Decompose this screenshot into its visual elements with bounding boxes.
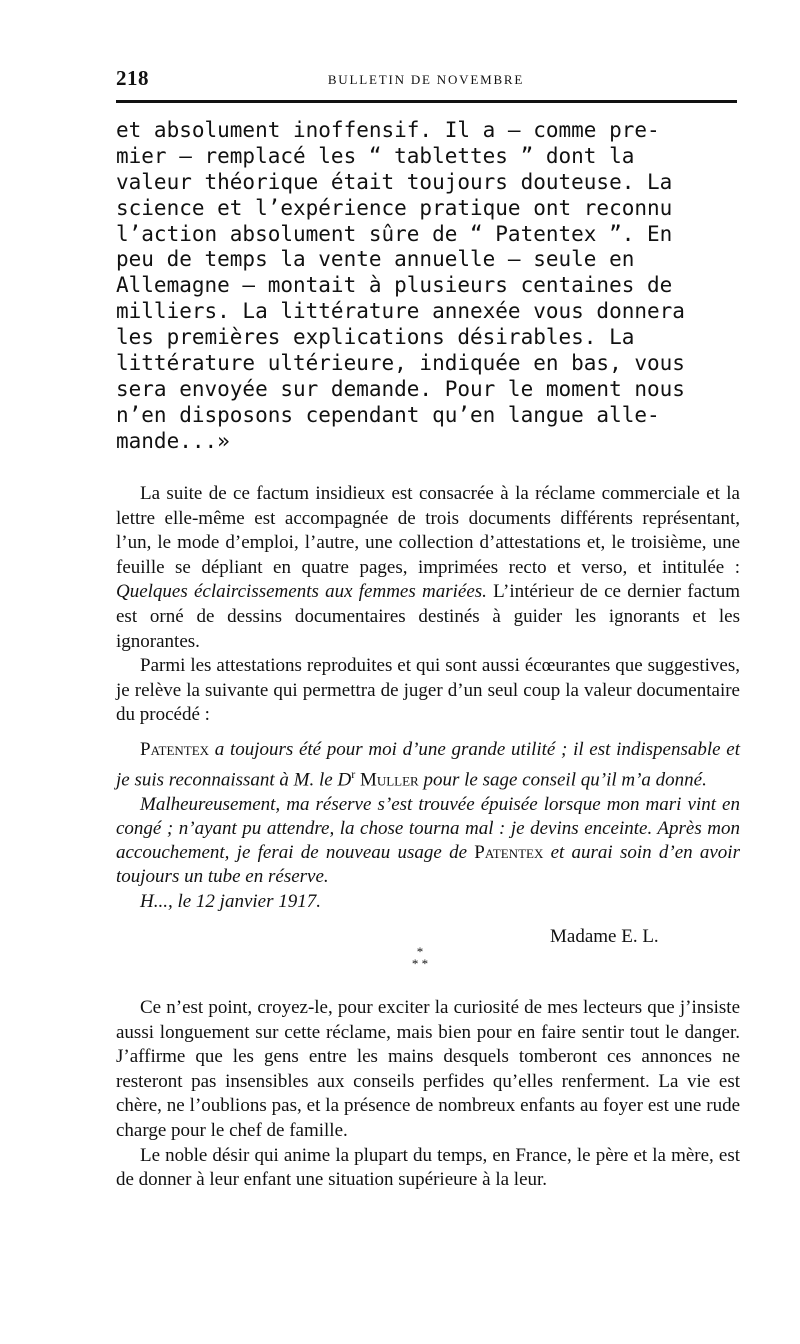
paragraph-noble-desire: Le noble désir qui anime la plupart du temps, en France, le père et la mère, est de donner à leur enfant une situation supérieure à la leur. bbox=[116, 1144, 740, 1191]
page-number: 218 bbox=[116, 66, 149, 90]
paragraph-danger: Ce n’est point, croyez-le, pour exciter la curiosité de mes lecteurs que j’insiste aussi longuement sur cette réclame, mais bien pour en faire sentir tout le danger. J’affirme que les gens entre les mains desquels tomberont ces annonces ne resteront pas insensibles aux conseils perfides qu’elles renferment. La vie est chère, ne l’oublions pas, et la présence de nombreux enfants au foyer est une rude charge pour le chef de famille. bbox=[116, 997, 740, 1141]
attestation-text: et aurai soin d’en avoir toujours un tube en réserve. bbox=[116, 842, 740, 888]
doctor-abbrev: r bbox=[351, 767, 356, 782]
page-header bbox=[116, 66, 736, 96]
brochure-title: Quelques éclaircissements aux femmes mariées. bbox=[116, 581, 487, 603]
attestation-paragraph bbox=[116, 793, 740, 890]
attestation-text: Malheureusement, ma réserve s’est trouvée épuisée lorsque mon mari vint en congé ; n’ayant pu attendre, la chose tourna mal : je devins enceinte. Après mon accouchement, je ferai de nouveau usage de bbox=[116, 793, 740, 864]
letter-line: sera envoyée sur demande. Pour le moment nous bbox=[116, 376, 685, 401]
quoted-letter bbox=[116, 118, 741, 455]
place-date: H..., le 12 janvier 1917. bbox=[140, 890, 322, 912]
attestation-quote bbox=[116, 738, 740, 914]
letter-line: Allemagne — montait à plusieurs centaines de bbox=[116, 273, 673, 298]
brand-name: Patentex bbox=[474, 842, 544, 864]
conclusion-block bbox=[116, 996, 740, 1193]
letter-line: les premières explications désirables. La bbox=[116, 325, 635, 350]
asterism bbox=[390, 946, 450, 976]
letter-line: l’action absolument sûre de “ Patentex ”. En bbox=[116, 221, 673, 246]
attestation-paragraph bbox=[116, 738, 740, 793]
paragraph-text: La suite de ce factum insidieux est consacrée à la réclame commerciale et la lettre elle-même est accompagnée de trois documents différents représentant, l’un, le mode d’emploi, l’autre, une collection d’attestations et, le troisième, une feuille se dépliant en quatre pages, imprimées recto et verso, et intitulée : bbox=[116, 483, 740, 578]
letter-line: mande...» bbox=[116, 428, 230, 453]
doctor-name: Muller bbox=[359, 769, 419, 791]
attestation-text: pour le sage conseil qu’il m’a donné. bbox=[418, 769, 707, 791]
letter-line: science et l’expérience pratique ont reconnu bbox=[116, 195, 673, 220]
paragraph-attestations: Parmi les attestations reproduites et qui sont aussi écœurantes que suggestives, je relève la suivante qui permettra de juger d’un seul coup la valeur documentaire du procédé : bbox=[116, 655, 740, 726]
letter-line: valeur théorique était toujours douteuse. La bbox=[116, 169, 673, 194]
paragraph-factum bbox=[116, 482, 740, 654]
brand-name: Patentex bbox=[140, 739, 210, 760]
commentary-block bbox=[116, 482, 740, 728]
signature: Madame E. L. bbox=[550, 926, 659, 947]
letter-line: n’en disposons cependant qu’en langue alle- bbox=[116, 402, 660, 427]
letter-line: et absolument inoffensif. Il a — comme pre- bbox=[116, 118, 660, 142]
paragraph-text: L’intérieur de ce dernier factum est orné de dessins documentaires destinés à guider les ignorants et les ignorantes. bbox=[116, 581, 740, 652]
attestation-text: a toujours été pour moi d’une grande utilité ; il est indispensable et je suis reconnaissant à M. le D bbox=[116, 739, 740, 791]
header-rule bbox=[116, 100, 737, 103]
asterism-stars: * * bbox=[411, 956, 429, 971]
letter-line: milliers. La littérature annexée vous donnera bbox=[116, 299, 685, 324]
letter-line: peu de temps la vente annuelle — seule en bbox=[116, 247, 635, 272]
asterism-star: * bbox=[416, 944, 424, 959]
running-title: BULLETIN DE NOVEMBRE bbox=[327, 72, 525, 87]
letter-line: littérature ultérieure, indiquée en bas, vous bbox=[116, 351, 685, 376]
letter-line: mier — remplacé les “ tablettes ” dont la bbox=[116, 143, 635, 168]
